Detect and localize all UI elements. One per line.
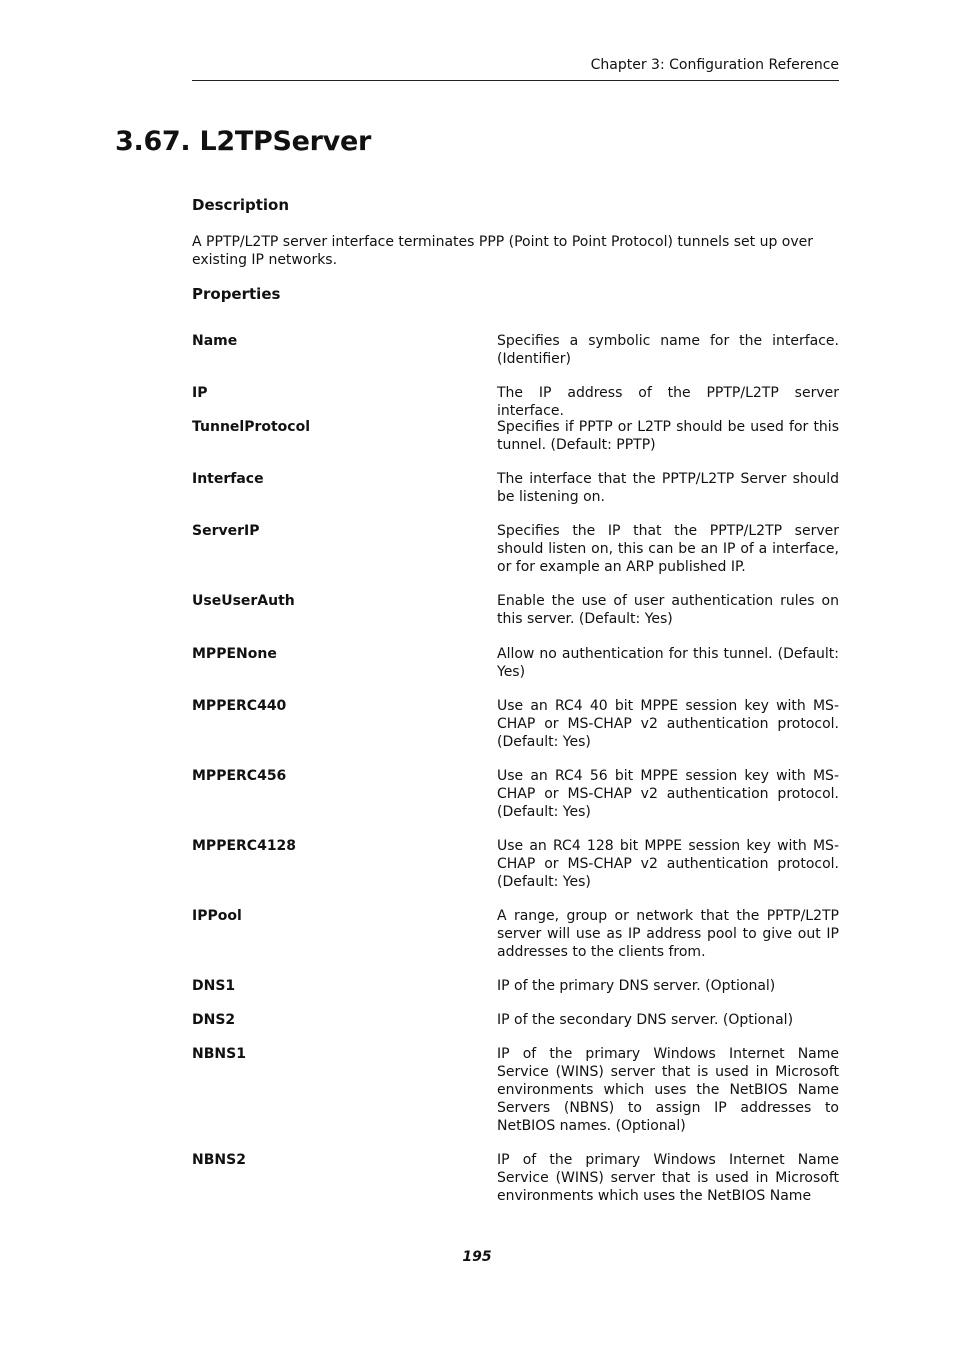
property-name: TunnelProtocol (192, 419, 311, 435)
chapter-title: Chapter 3: Configuration Reference (590, 57, 839, 73)
property-name: NBNS1 (192, 1046, 246, 1062)
property-description: IP of the primary Windows Internet Name Service (WINS) server that is used in Microsoft environments which uses the NetBIOS Name (497, 1152, 839, 1204)
property-name: MPPERC4128 (192, 838, 297, 854)
property-name: NBNS2 (192, 1152, 246, 1168)
page-number: 195 (462, 1249, 492, 1265)
property-name: MPPERC456 (192, 768, 287, 784)
description-text: A PPTP/L2TP server interface terminates PPP (Point to Point Protocol) tunnels set up over existing IP networks. (192, 234, 813, 268)
property-description: Allow no authentication for this tunnel. (Default: Yes) (497, 646, 839, 680)
property-description: Enable the use of user authentication rules on this server. (Default: Yes) (497, 593, 839, 627)
property-description: Specifies the IP that the PPTP/L2TP server should listen on, this can be an IP of a interface, or for example an ARP published IP. (497, 523, 839, 575)
property-name: IP (192, 385, 208, 401)
property-name: DNS2 (192, 1012, 236, 1028)
property-name: ServerIP (192, 523, 260, 539)
property-name: MPPERC440 (192, 698, 287, 714)
properties-heading: Properties (192, 285, 281, 303)
property-description: Use an RC4 128 bit MPPE session key with MS-CHAP or MS-CHAP v2 authentication protocol. (Default: Yes) (497, 838, 839, 890)
description-heading: Description (192, 196, 290, 214)
property-description: The interface that the PPTP/L2TP Server should be listening on. (497, 471, 839, 505)
property-name: Name (192, 333, 238, 349)
property-name: DNS1 (192, 978, 236, 994)
property-description: IP of the primary DNS server. (Optional) (497, 978, 776, 994)
property-description: The IP address of the PPTP/L2TP server interface. (497, 385, 839, 419)
property-name: IPPool (192, 908, 242, 924)
running-header (192, 55, 839, 81)
property-name: MPPENone (192, 646, 277, 662)
property-description: Use an RC4 56 bit MPPE session key with MS-CHAP or MS-CHAP v2 authentication protocol. (Default: Yes) (497, 768, 839, 820)
section-title: 3.67. L2TPServer (115, 126, 371, 157)
property-description: IP of the primary Windows Internet Name Service (WINS) server that is used in Microsoft environments which uses the NetBIOS Name Servers (NBNS) to assign IP addresses to NetBIOS names. (Optional) (497, 1046, 839, 1134)
property-description: Use an RC4 40 bit MPPE session key with MS-CHAP or MS-CHAP v2 authentication protocol. (Default: Yes) (497, 698, 839, 750)
property-name: Interface (192, 471, 264, 487)
property-description: A range, group or network that the PPTP/L2TP server will use as IP address pool to give out IP addresses to the clients from. (497, 908, 839, 960)
property-description: IP of the secondary DNS server. (Optional) (497, 1012, 794, 1028)
property-name: UseUserAuth (192, 593, 295, 609)
property-description: Specifies a symbolic name for the interface. (Identifier) (497, 333, 839, 367)
property-description: Specifies if PPTP or L2TP should be used for this tunnel. (Default: PPTP) (497, 419, 839, 453)
